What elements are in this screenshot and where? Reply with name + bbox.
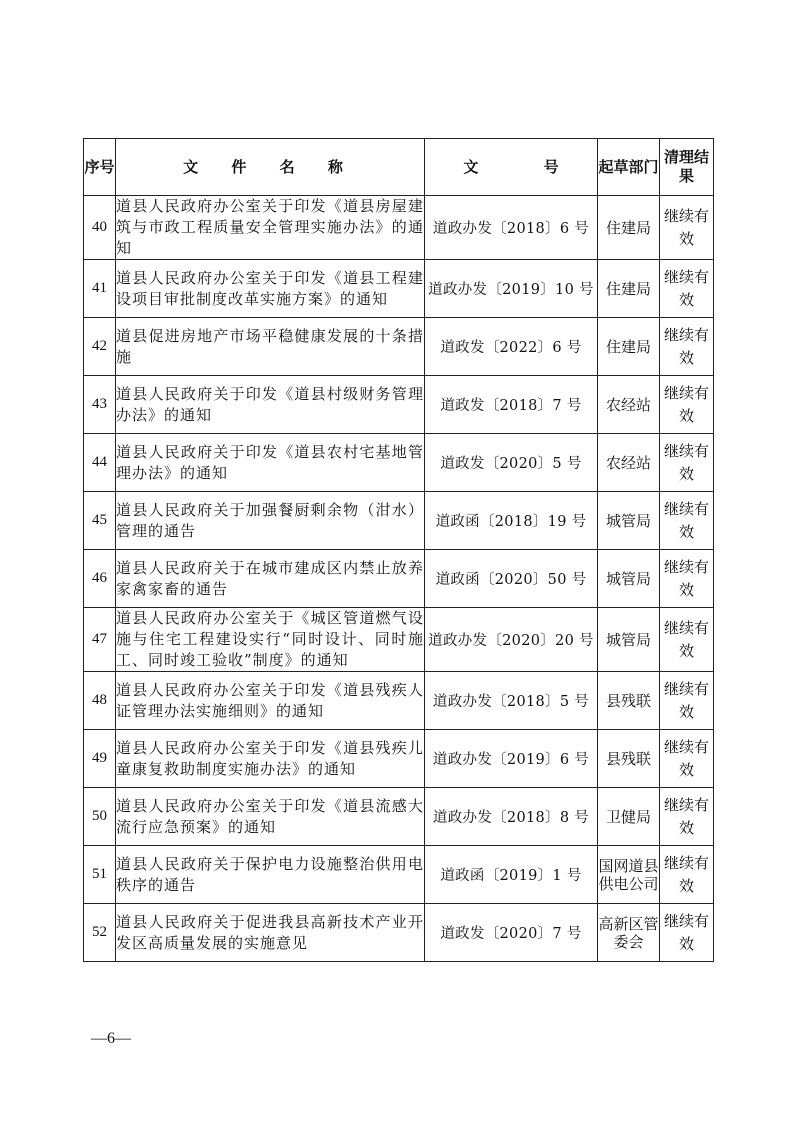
- row-result: 继续有效: [660, 318, 714, 376]
- row-result: 继续有效: [660, 788, 714, 846]
- document-table: [83, 138, 714, 962]
- row-drafting-dept: 县残联: [598, 672, 660, 730]
- row-file-name: 道县人民政府关于促进我县高新技术产业开发区高质量发展的实施意见: [116, 904, 425, 962]
- row-doc-number: 道政办发〔2018〕8 号: [425, 788, 598, 846]
- row-seq: 51: [84, 846, 116, 904]
- table-row: [84, 492, 714, 550]
- row-seq: 43: [84, 376, 116, 434]
- row-seq: 42: [84, 318, 116, 376]
- row-drafting-dept: 住建局: [598, 318, 660, 376]
- table-row: [84, 434, 714, 492]
- row-result: 继续有效: [660, 434, 714, 492]
- row-file-name: 道县促进房地产市场平稳健康发展的十条措施: [116, 318, 425, 376]
- row-file-name: 道县人民政府关于印发《道县农村宅基地管理办法》的通知: [116, 434, 425, 492]
- table-row: [84, 730, 714, 788]
- row-result: 继续有效: [660, 846, 714, 904]
- header-doc-number: 文 号: [425, 139, 598, 196]
- table-row: [84, 196, 714, 260]
- row-result: 继续有效: [660, 730, 714, 788]
- row-drafting-dept: 县残联: [598, 730, 660, 788]
- table-header-row: [84, 139, 714, 196]
- row-seq: 45: [84, 492, 116, 550]
- row-result: 继续有效: [660, 672, 714, 730]
- row-doc-number: 道政办发〔2020〕20 号: [425, 608, 598, 672]
- row-doc-number: 道政函〔2018〕19 号: [425, 492, 598, 550]
- table-row: [84, 376, 714, 434]
- row-drafting-dept: 城管局: [598, 550, 660, 608]
- table-row: [84, 788, 714, 846]
- row-file-name: 道县人民政府办公室关于《城区管道燃气设施与住宅工程建设实行“同时设计、同时施工、同时竣工验收”制度》的通知: [116, 608, 425, 672]
- row-file-name: 道县人民政府办公室关于印发《道县工程建设项目审批制度改革实施方案》的通知: [116, 260, 425, 318]
- row-result: 继续有效: [660, 608, 714, 672]
- row-doc-number: 道政办发〔2018〕6 号: [425, 196, 598, 260]
- table-row: [84, 904, 714, 962]
- table-row: [84, 550, 714, 608]
- row-drafting-dept: 卫健局: [598, 788, 660, 846]
- row-doc-number: 道政发〔2018〕7 号: [425, 376, 598, 434]
- table-row: [84, 318, 714, 376]
- row-file-name: 道县人民政府关于印发《道县村级财务管理办法》的通知: [116, 376, 425, 434]
- row-seq: 44: [84, 434, 116, 492]
- row-seq: 46: [84, 550, 116, 608]
- row-doc-number: 道政办发〔2018〕5 号: [425, 672, 598, 730]
- row-result: 继续有效: [660, 196, 714, 260]
- row-result: 继续有效: [660, 550, 714, 608]
- row-doc-number: 道政发〔2020〕7 号: [425, 904, 598, 962]
- row-seq: 41: [84, 260, 116, 318]
- row-drafting-dept: 城管局: [598, 492, 660, 550]
- table-row: [84, 260, 714, 318]
- row-seq: 40: [84, 196, 116, 260]
- row-file-name: 道县人民政府办公室关于印发《道县流感大流行应急预案》的通知: [116, 788, 425, 846]
- row-result: 继续有效: [660, 260, 714, 318]
- header-result: 清理结果: [660, 139, 714, 196]
- header-drafting-dept: 起草部门: [598, 139, 660, 196]
- row-seq: 47: [84, 608, 116, 672]
- table-row: [84, 608, 714, 672]
- row-file-name: 道县人民政府关于加强餐厨剩余物（泔水）管理的通告: [116, 492, 425, 550]
- row-drafting-dept: 住建局: [598, 196, 660, 260]
- row-result: 继续有效: [660, 904, 714, 962]
- row-doc-number: 道政发〔2020〕5 号: [425, 434, 598, 492]
- row-doc-number: 道政办发〔2019〕6 号: [425, 730, 598, 788]
- row-doc-number: 道政发〔2022〕6 号: [425, 318, 598, 376]
- row-seq: 52: [84, 904, 116, 962]
- header-file-name: 文 件 名 称: [116, 139, 425, 196]
- row-file-name: 道县人民政府关于在城市建成区内禁止放养家禽家畜的通告: [116, 550, 425, 608]
- row-doc-number: 道政办发〔2019〕10 号: [425, 260, 598, 318]
- row-drafting-dept: 高新区管委会: [598, 904, 660, 962]
- row-file-name: 道县人民政府办公室关于印发《道县房屋建筑与市政工程质量安全管理实施办法》的通知: [116, 196, 425, 260]
- table-body: [84, 196, 714, 962]
- row-drafting-dept: 农经站: [598, 434, 660, 492]
- row-seq: 50: [84, 788, 116, 846]
- row-file-name: 道县人民政府关于保护电力设施整治供用电秩序的通告: [116, 846, 425, 904]
- table-row: [84, 846, 714, 904]
- header-seq: 序号: [84, 139, 116, 196]
- row-drafting-dept: 城管局: [598, 608, 660, 672]
- table-row: [84, 672, 714, 730]
- row-result: 继续有效: [660, 492, 714, 550]
- row-result: 继续有效: [660, 376, 714, 434]
- row-doc-number: 道政函〔2019〕1 号: [425, 846, 598, 904]
- row-drafting-dept: 住建局: [598, 260, 660, 318]
- row-doc-number: 道政函〔2020〕50 号: [425, 550, 598, 608]
- row-file-name: 道县人民政府办公室关于印发《道县残疾人证管理办法实施细则》的通知: [116, 672, 425, 730]
- row-drafting-dept: 农经站: [598, 376, 660, 434]
- row-seq: 48: [84, 672, 116, 730]
- row-seq: 49: [84, 730, 116, 788]
- row-drafting-dept: 国网道县供电公司: [598, 846, 660, 904]
- page-number: —6—: [91, 1030, 131, 1047]
- row-file-name: 道县人民政府办公室关于印发《道县残疾儿童康复救助制度实施办法》的通知: [116, 730, 425, 788]
